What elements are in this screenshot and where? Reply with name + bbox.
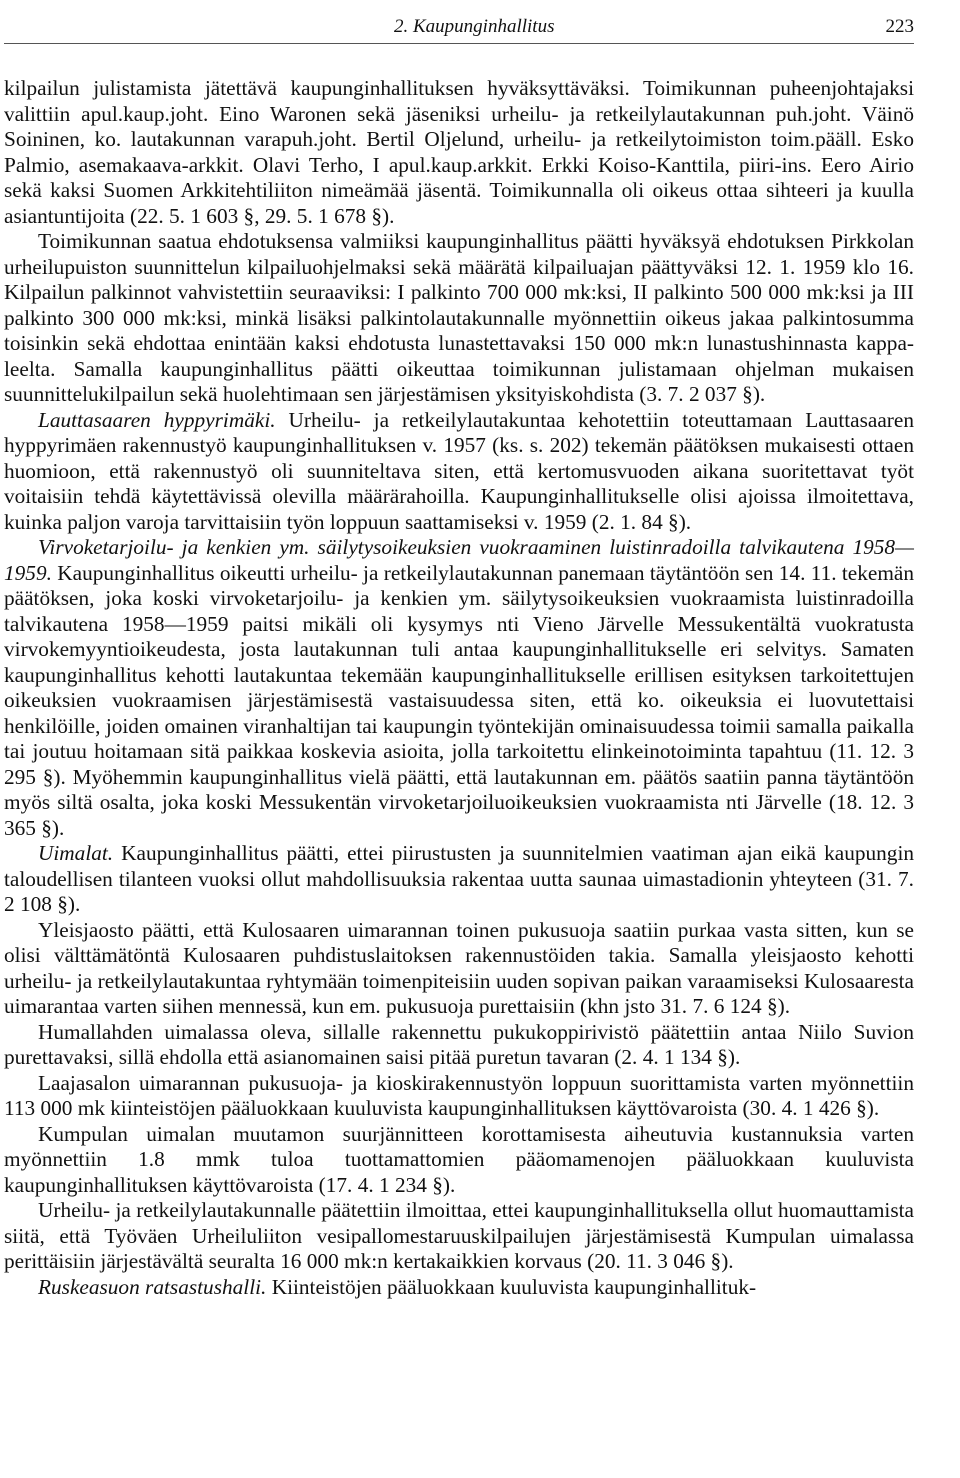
- paragraph-text: Urheilu- ja retkeilylautakunnalle päätettiin ilmoittaa, ettei kaupunginhallituksella ollut huomauttamista siitä, että Työväen Urheiluliiton vesipallomestaruuskilpailujen järjestämisestä Kumpulan uimalassa perittäisiin järjestävältä seuralta 16 000 mk:n kertakaikkien korvaus (20. 11. 3 046 §).: [4, 1198, 914, 1273]
- section-title: 2. Kaupunginhallitus: [394, 16, 555, 37]
- body-text: [4, 76, 914, 1300]
- header-rule: [4, 43, 914, 44]
- paragraph-text: Kaupunginhallitus päätti, ettei piirustusten ja suunnitelmien vaatiman ajan eikä kaupungin taloudellisen tilanteen vuoksi ollut mahdollisuuksia rakentaa uutta saunaa uimastadionin yhteyteen (31. 7. 2 108 §).: [4, 841, 915, 916]
- paragraph: [4, 1071, 914, 1122]
- paragraph-heading: Uimalat.: [38, 841, 114, 865]
- paragraph: [4, 918, 914, 1020]
- paragraph-heading: Lauttasaaren hyppyrimäki.: [38, 407, 276, 432]
- running-head: [4, 14, 914, 44]
- paragraph-heading: Virvoketarjoilu- ja kenkien ym. säilytysoikeuksien vuokraaminen luistinradoilla talvikautena 1958—1959.: [4, 535, 914, 585]
- paragraph-text: Urheilu- ja retkeilylautakuntaa kehotettiin toteuttamaan Lauttasaaren hyppyrimäen rakennustyö kaupunginhallituksen v. 1957 (ks. s. 202) tekemän päätöksen mukaisesti ottaen huomioon, että rakennustyö oli suunniteltava siten, että kertomusvuoden aikana suoritettavat työt voitaisiin tehdä käytettävissä olevilla määrärahoilla. Kaupunginhallitukselle olisi ajoissa ilmoitettava, kuinka paljon varoja tarvittaisiin työn loppuun saattamiseksi v. 1959 (2. 1. 84 §).: [4, 407, 914, 534]
- paragraph: [4, 1198, 914, 1275]
- paragraph-text: Humallahden uimalassa oleva, sillalle rakennettu pukukoppirivistö päätettiin antaa Niilo Suvion purettavaksi, sillä ehdolla että asianomainen saisi pitää puretun tavaran (2. 4. 1 134 §).: [4, 1019, 914, 1069]
- paragraph-text: Kiinteistöjen pääluokkaan kuuluvista kaupunginhallituk-: [271, 1274, 757, 1299]
- paragraph-text: Yleisjaosto päätti, että Kulosaaren uimarannan toinen pukusuoja saatiin purkaa vasta sitten, kun se olisi välttämätöntä Kulosaaren puhdistuslaitoksen rakennustöiden takia. Samalla yleisjaosto kehotti urheilu- ja retkeilylautakuntaa ryhtymään toimenpiteisiin uuden sopivan paikan varaamiseksi Kulosaaresta uimarantaa varten siihen mennessä, kun em. pukusuoja purettaisiin (khn jsto 31. 7. 6 124 §).: [4, 917, 914, 1018]
- paragraph-text: Toimikunnan saatua ehdotuksensa valmiiksi kaupunginhallitus päätti hyväksyä ehdotuksen Pirkkolan urheilupuiston suunnittelun kilpailuohjelmaksi sekä määrätä kilpailuajan päättyväksi 12. 1. 1959 klo 16. Kilpailun palkinnot vahvistettiin seuraaviksi: I palkinto 700 000 mk:ksi, II palkinto 500 000 mk:ksi ja III palkinto 300 000 mk:ksi, minkä lisäksi palkintolautakunnalle myönnettiin oikeus jakaa palkintosumma toisinkin sekä ehdottaa enintään kaksi ehdotusta lunastettavaksi 150 000 mk:n lunastushinnasta kappaleelta. Samalla kaupunginhallitus päätti oikeuttaa toimikunnan julistamaan ohjelman mukaisen suunnittelukilpailun sekä huolehtimaan sen järjestämisen yksityiskohdista (3. 7. 2 037 §).: [4, 229, 914, 406]
- paragraph-text: Kumpulan uimalan muutamon suurjännitteen korottamisesta aiheutuvia kustannuksia varten myönnettiin 1.8 mmk tuloa tuottamattomien pääomamenojen pääluokkaan kuuluvista kaupunginhallituksen käyttövaroista (17. 4. 1 234 §).: [4, 1121, 914, 1197]
- paragraph: [4, 76, 914, 229]
- paragraph-text: Kaupunginhallitus oikeutti urheilu- ja retkeilylautakunnan panemaan täytäntöön sen 14. 11. tekemän päätöksen, joka koski virvoketarjoilu- ja kenkien ym. säilytysoikeuksien vuokraamista luistinradoilla talvikautena 1958—1959 paitsi mikäli oli kysymys nti Vieno Järvelle Messukentältä vuokratusta virvokemyyntioikeudesta, josta lautakunnan tuli antaa kaupunginhallitukselle eri selvitys. Samaten kaupunginhallitus kehotti lautakuntaa tekemään kaupunginhallitukselle erillisen esityksen tarkoitettujen oikeuksien vuokraamisen järjestämisestä vastaisuudessa siten, että ko. oikeuksia ei luovutettaisi henkilöille, joiden omainen viranhaltijan tai kaupungin työntekijän ominaisuudessa toimii samalla paikalla tai joutuu hoitamaan sitä paikkaa koskevia asioita, jolla tarkoitettu elinkeinotoiminta tapahtuu (11. 12. 3 295 §). Myöhemmin kaupunginhallitus vielä päätti, että lautakunnan em. päätös saatiin panna täytäntöön myös siltä osalta, joka koski Messukentän virvoketarjoiluoikeuksien vuokraamista nti Järvelle (18. 12. 3 365 §).: [4, 560, 915, 840]
- paragraph: [4, 408, 914, 536]
- page-number: 223: [885, 16, 914, 37]
- paragraph: [4, 1275, 914, 1301]
- paragraph: [4, 1122, 914, 1199]
- paragraph: [4, 1020, 914, 1071]
- document-page: [4, 14, 914, 1300]
- paragraph: [4, 535, 914, 841]
- paragraph: [4, 841, 914, 918]
- paragraph-text: kilpailun julistamista jätettävä kaupunginhallituksen hyväksyttäväksi. Toimikunnan puheenjohtajaksi valittiin apul.kaup.joht. Eino Waronen sekä jäseniksi urheilu- ja retkeilylautakunnan puh.joht. Väinö Soininen, ko. lautakunnan varapuh.joht. Bertil Oljelund, urheilu- ja retkeilytoimiston toim.pääll. Esko Palmio, asemakaava-arkkit. Olavi Terho, I apul.kaup.arkkit. Erkki Koiso-Kanttila, piiri-ins. Eero Airio sekä kaksi Suomen Arkkitehtiliiton nimeämää jäsentä. Toimikunnalla oli oikeus ottaa sihteeri ja kuulla asiantuntijoita (22. 5. 1 603 §, 29. 5. 1 678 §).: [4, 76, 914, 228]
- paragraph-heading: Ruskeasuon ratsastushalli.: [38, 1274, 267, 1299]
- paragraph: [4, 229, 914, 408]
- paragraph-text: Laajasalon uimarannan pukusuoja- ja kioskirakennustyön loppuun suorittamista varten myönnettiin 113 000 mk kiinteistöjen pääluokkaan kuuluvista kaupunginhallituksen käyttövaroista (30. 4. 1 426 §).: [4, 1070, 914, 1120]
